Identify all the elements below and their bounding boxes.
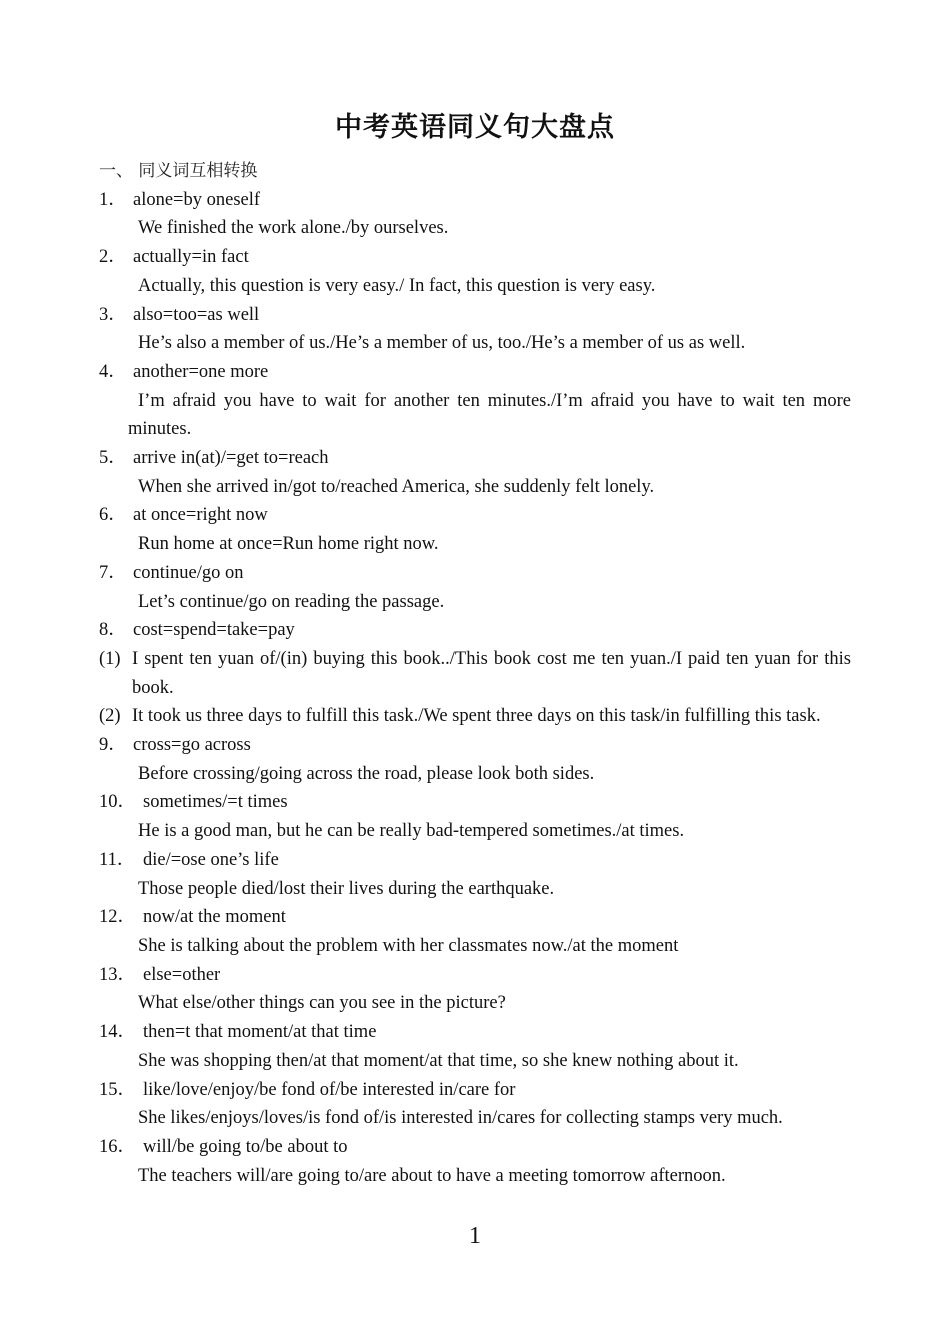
item-number: 11． [99, 849, 136, 870]
item-head-10 [99, 788, 851, 817]
item-phrase: like/love/enjoy/be fond of/be interested in/care for [143, 1079, 516, 1100]
item-head-4 [99, 358, 851, 387]
item-number: 12． [99, 907, 137, 928]
item-number: 5． [99, 448, 127, 469]
item-number: 7． [99, 562, 127, 583]
item-head-5 [99, 444, 851, 473]
item-head-7 [99, 559, 851, 588]
item-example-13: What else/other things can you see in the picture? [138, 993, 506, 1014]
item-example-1: We finished the work alone./by ourselves. [138, 218, 449, 239]
item-phrase: cost=spend=take=pay [133, 620, 295, 641]
item-number: 9． [99, 735, 127, 756]
item-number: 13． [99, 964, 137, 985]
item-number: 14． [99, 1022, 137, 1043]
item-phrase: continue/go on [133, 562, 244, 583]
item-example-11: Those people died/lost their lives during the earthquake. [138, 878, 555, 899]
item-head-11 [99, 846, 851, 875]
item-head-6 [99, 501, 851, 530]
item-example-9: Before crossing/going across the road, please look both sides. [138, 763, 595, 784]
sub-item-number: (2) [99, 706, 121, 727]
item-example-15: She likes/enjoys/loves/is fond of/is interested in/cares for collecting stamps very much. [138, 1108, 783, 1129]
item-phrase: another=one more [133, 361, 269, 382]
page-number: 1 [469, 1223, 481, 1249]
item-example-5: When she arrived in/got to/reached America, she suddenly felt lonely. [138, 476, 655, 497]
item-number: 8． [99, 620, 127, 641]
item-phrase: cross=go across [133, 735, 251, 756]
item-phrase: sometimes/=t times [143, 792, 288, 813]
sub-item-number: (1) [99, 648, 121, 669]
item-number: 1． [99, 189, 127, 210]
item-number: 15． [99, 1079, 137, 1100]
item-head-14 [99, 1018, 851, 1047]
item-example-2: Actually, this question is very easy./ In fact, this question is very easy. [138, 275, 656, 296]
item-example-3: He’s also a member of us./He’s a member of us, too./He’s a member of us as well. [138, 333, 746, 354]
item-number: 2． [99, 247, 127, 268]
section-heading: 一、 同义词互相转换 [99, 161, 258, 181]
item-head-15 [99, 1076, 851, 1105]
item-example-6: Run home at once=Run home right now. [138, 534, 439, 555]
item-phrase: die/=ose one’s life [143, 849, 279, 870]
item-head-1 [99, 186, 851, 215]
item-example-14: She was shopping then/at that moment/at that time, so she knew nothing about it. [138, 1050, 739, 1071]
item-phrase: arrive in(at)/=get to=reach [133, 448, 329, 469]
item-head-3 [99, 301, 851, 330]
item-phrase: else=other [143, 964, 221, 985]
item-example-10: He is a good man, but he can be really bad-tempered sometimes./at times. [138, 821, 685, 842]
item-phrase: now/at the moment [143, 907, 286, 928]
item-phrase: then=t that moment/at that time [143, 1022, 377, 1043]
item-example-4: I’m afraid you have to wait for another ten minutes./I’m afraid you have to wait ten more minutes. [128, 390, 851, 440]
item-phrase: also=too=as well [133, 304, 260, 325]
item-phrase: actually=in fact [133, 247, 249, 268]
item-number: 4． [99, 361, 127, 382]
item-number: 6． [99, 505, 127, 526]
item-head-13 [99, 961, 851, 990]
item-phrase: at once=right now [133, 505, 268, 526]
document-title: 中考英语同义句大盘点 [335, 112, 615, 143]
item-head-9 [99, 731, 851, 760]
item-head-2 [99, 243, 851, 272]
item-head-16 [99, 1133, 851, 1162]
document-body [99, 157, 851, 1190]
item-example-12: She is talking about the problem with her classmates now./at the moment [138, 935, 679, 956]
item-example-16: The teachers will/are going to/are about to have a meeting tomorrow afternoon. [138, 1165, 726, 1186]
item-phrase: will/be going to/be about to [143, 1136, 348, 1157]
item-number: 10． [99, 792, 137, 813]
item-head-8 [99, 616, 851, 645]
sub-item-2 [99, 702, 851, 731]
item-phrase: alone=by oneself [133, 189, 261, 210]
sub-item-text: It took us three days to fulfill this task./We spent three days on this task/in fulfilling this task. [132, 706, 821, 727]
sub-item-text: I spent ten yuan of/(in) buying this book../This book cost me ten yuan./I paid ten yuan for this book. [132, 648, 851, 698]
item-number: 3． [99, 304, 127, 325]
item-head-12 [99, 903, 851, 932]
sub-item-1 [99, 645, 851, 702]
item-number: 16． [99, 1136, 137, 1157]
item-example-7: Let’s continue/go on reading the passage. [138, 591, 445, 612]
